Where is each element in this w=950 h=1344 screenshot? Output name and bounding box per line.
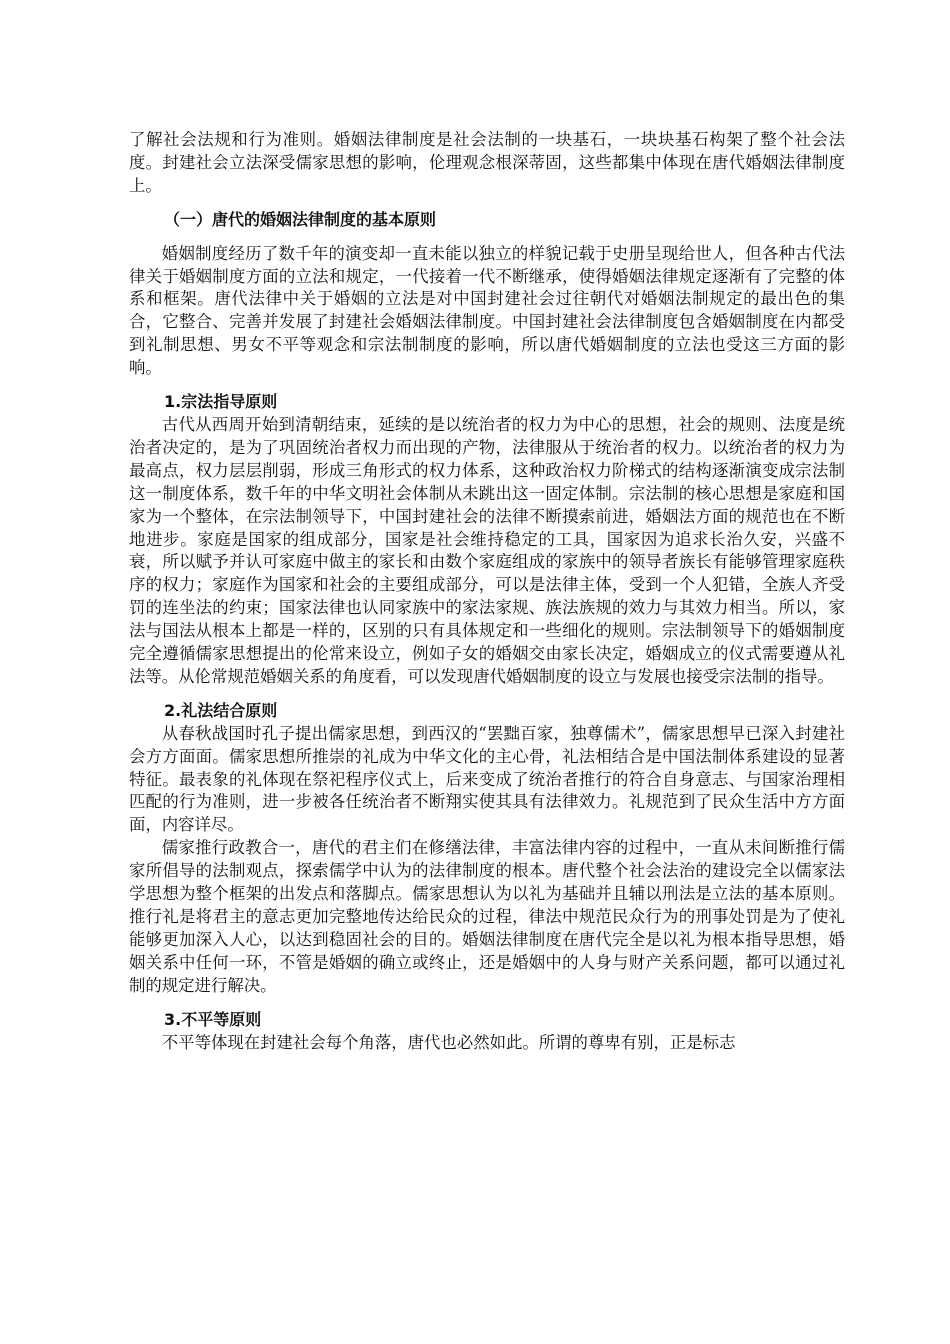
section-heading-basic-principles: （一）唐代的婚姻法律制度的基本原则: [164, 209, 437, 229]
principle-2-paragraph-1: 从春秋战国时孔子提出儒家思想，到西汉的“罢黜百家，独尊儒术”，儒家思想早已深入封建社会方方面面。儒家思想所推崇的礼成为中华文化的主心骨，礼法相结合是中国法制体系建设的显著特征。最表象的礼体现在祭祀程序仪式上，后来变成了统治者推行的符合自身意志、与国家治理相匹配的行为准则，进一步被各任统治者不断翔实使其具有法律效力。礼规范到了民众生活中方方面面，内容详尽。: [129, 723, 845, 835]
principle-1-heading: 1.宗法指导原则: [164, 392, 278, 412]
principle-2-heading: 2.礼法结合原则: [164, 700, 278, 720]
intro-paragraph: 了解社会法规和行为准则。婚姻法律制度是社会法制的一块基石，一块块基石构架了整个社会法度。封建社会立法深受儒家思想的影响，伦理观念根深蒂固，这些都集中体现在唐代婚姻法律制度上。: [129, 130, 845, 195]
document-body: [129, 129, 845, 1054]
principle-3-paragraph: 不平等体现在封建社会每个角落，唐代也必然如此。所谓的尊卑有别，正是标志: [161, 1032, 736, 1052]
principle-3-heading: 3.不平等原则: [164, 1009, 262, 1029]
principle-2-paragraph-2: 儒家推行政教合一，唐代的君主们在修缮法律，丰富法律内容的过程中，一直从未间断推行儒家所倡导的法制观点，探索儒学中认为的法律制度的根本。唐代整个社会法治的建设完全以儒家法学思想为整个框架的出发点和落脚点。儒家思想认为以礼为基础并且辅以刑法是立法的基本原则。推行礼是将君主的意志更加完整地传达给民众的过程，律法中规范民众行为的刑事处罚是为了使礼能够更加深入人心，以达到稳固社会的目的。婚姻法律制度在唐代完全是以礼为根本指导思想，婚姻关系中任何一环，不管是婚姻的确立或终止，还是婚姻中的人身与财产关系问题，都可以通过礼制的规定进行解决。: [129, 838, 845, 995]
section-1-paragraph: 婚姻制度经历了数千年的演变却一直未能以独立的样貌记载于史册呈现给世人，但各种古代法律关于婚姻制度方面的立法和规定，一代接着一代不断继承，使得婚姻法律规定逐渐有了完整的体系和框架。唐代法律中关于婚姻的立法是对中国封建社会过往朝代对婚姻法制规定的最出色的集合，它整合、完善并发展了封建社会婚姻法律制度。中国封建社会法律制度包含婚姻制度在内都受到礼制思想、男女不平等观念和宗法制制度的影响，所以唐代婚姻制度的立法也受这三方面的影响。: [129, 243, 845, 378]
principle-1-paragraph: 古代从西周开始到清朝结束，延续的是以统治者的权力为中心的思想，社会的规则、法度是统治者决定的，是为了巩固统治者权力而出现的产物，法律服从于统治者的权力。以统治者的权力为最高点，权力层层削弱，形成三角形式的权力体系，这种政治权力阶梯式的结构逐渐演变成宗法制这一制度体系，数千年的中华文明社会体制从未跳出这一固定体制。宗法制的核心思想是家庭和国家为一个整体，在宗法制领导下，中国封建社会的法律不断摸索前进，婚姻法方面的规范也在不断地进步。家庭是国家的组成部分，国家是社会维持稳定的工具，国家因为追求长治久安，兴盛不衰，所以赋予并认可家庭中做主的家长和由数个家庭组成的家族中的领导者族长有能够管理家庭秩序的权力；家庭作为国家和社会的主要组成部分，可以是法律主体，受到一个人犯错，全族人齐受罚的连坐法的约束；国家法律也认同家族中的家法家规、族法族规的效力与其效力相当。所以，家法与国法从根本上都是一样的，区别的只有具体规定和一些细化的规则。宗法制领导下的婚姻制度完全遵循儒家思想提出的伦常来设立，例如子女的婚姻交由家长决定，婚姻成立的仪式需要遵从礼法等。从伦常规范婚姻关系的角度看，可以发现唐代婚姻制度的设立与发展也接受宗法制的指导。: [129, 414, 845, 686]
